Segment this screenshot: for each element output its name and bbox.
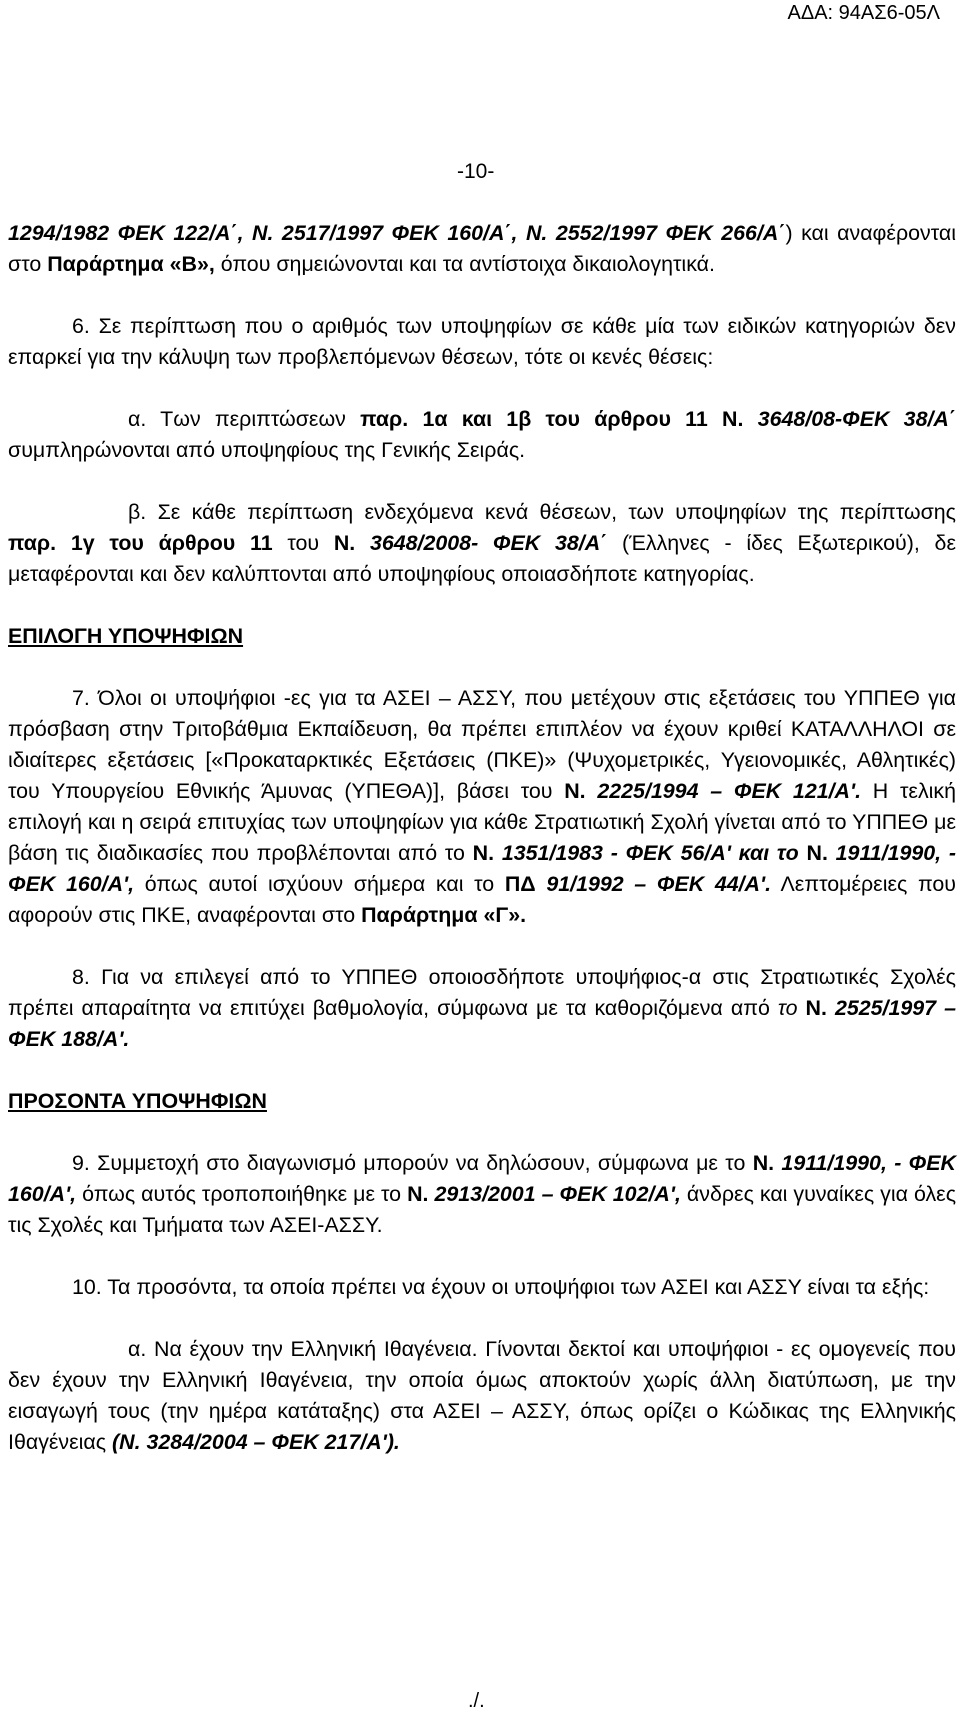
paragraph-8: [8, 962, 956, 1055]
text-segment: όπως αυτός τροποποιήθηκε με το: [76, 1182, 408, 1206]
paragraph-6: 6. Σε περίπτωση που ο αριθμός των υποψηφίων σε κάθε μία των ειδικών κατηγοριών δεν επαρκεί για την κάλυψη των προβλεπόμενων θέσεων, τότε οι κενές θέσεις:: [8, 314, 956, 369]
decree-prefix: ΠΔ: [504, 872, 536, 896]
law-prefix: Ν.: [805, 996, 827, 1020]
text-segment: όπως αυτοί ισχύουν σήμερα και το: [134, 872, 505, 896]
law-prefix: Ν.: [564, 779, 586, 803]
law-reference: 1294/1982 ΦΕΚ 122/Α΄, Ν. 2517/1997 ΦΕΚ 160/Α΄, Ν. 2552/1997 ΦΕΚ 266/Α΄: [8, 221, 786, 245]
text-segment: β. Σε κάθε περίπτωση ενδεχόμενα κενά θέσεων, των υποψηφίων της περίπτωσης: [128, 500, 956, 524]
law-prefix: Ν.: [407, 1182, 429, 1206]
law-reference: 3648/08-ΦΕΚ 38/Α΄: [743, 407, 956, 431]
text-segment: άνδρες και γυναίκες για όλες τις Σχολές και Τμήματα των ΑΣΕΙ-ΑΣΣΥ.: [8, 1182, 957, 1237]
section-heading-candidate-selection: ΕΠΙΛΟΓΗ ΥΠΟΨΗΦΙΩΝ: [8, 624, 244, 648]
paragraph-law-references: [8, 218, 956, 280]
text-segment: Λεπτομέρειες που αφορούν στις ΠΚΕ, αναφέρονται στο: [8, 872, 956, 927]
text-segment: συμπληρώνονται από υποψηφίους της Γενικής Σειράς.: [8, 438, 526, 462]
paragraph-6a: [8, 404, 956, 466]
text-segment: 8. Για να επιλεγεί από το ΥΠΠΕΘ οποιοσδήποτε υποψήφιος-α στις Στρατιωτικές Σχολές πρέπει απαραίτητα να επιτύχει βαθμολογία, σύμφωνα με τα καθοριζόμενα από: [8, 965, 956, 1020]
law-reference: 1911/1990, - ΦΕΚ 160/Α',: [8, 1151, 956, 1206]
paragraph-10: 10. Τα προσόντα, τα οποία πρέπει να έχουν οι υποψήφιοι των ΑΣΕΙ και ΑΣΣΥ είναι τα εξής:: [72, 1275, 930, 1299]
text-segment: (Έλληνες - ίδες Εξωτερικού), δε μεταφέρονται και δεν καλύπτονται από υποψηφίους οποιασδήποτε κατηγορίας.: [8, 531, 956, 586]
text-segment: α. Των περιπτώσεων: [128, 407, 361, 431]
paragraph-10a: [8, 1334, 956, 1458]
law-reference: 91/1992 – ΦΕΚ 44/Α'.: [535, 872, 772, 896]
law-prefix: Ν.: [472, 841, 495, 865]
page-number: -10-: [457, 160, 495, 183]
annex-reference: Παράρτημα «Β»,: [47, 252, 215, 276]
text-segment: του: [272, 531, 334, 555]
law-reference: (Ν. 3284/2004 – ΦΕΚ 217/Α').: [112, 1430, 400, 1454]
law-prefix: Ν.: [798, 841, 828, 865]
law-prefix: Ν.: [333, 531, 356, 555]
text-segment: όπου σημειώνονται και τα αντίστοιχα δικαιολογητικά.: [214, 252, 715, 276]
article-reference: παρ. 1α και 1β του άρθρου 11 Ν.: [360, 407, 744, 431]
law-prefix: Ν.: [752, 1151, 775, 1175]
law-reference: 2225/1994 – ΦΕΚ 121/Α'.: [585, 779, 862, 803]
document-ada-code: ΑΔΑ: 94ΑΣ6-05Λ: [787, 2, 940, 24]
law-reference: 2525/1997 – ΦΕΚ 188/Α'.: [8, 996, 956, 1051]
text-segment: ) και αναφέρονται στο: [8, 221, 956, 276]
text-segment: 9. Συμμετοχή στο διαγωνισμό μπορούν να δηλώσουν, σύμφωνα με το: [72, 1151, 753, 1175]
law-reference: 2913/2001 – ΦΕΚ 102/Α',: [428, 1182, 681, 1206]
law-reference: 1911/1990, - ΦΕΚ 160/Α',: [8, 841, 956, 896]
law-reference: 3648/2008- ΦΕΚ 38/Α΄: [355, 531, 608, 555]
page-end-marker: ./.: [468, 1690, 485, 1712]
paragraph-7: [8, 683, 956, 931]
paragraph-6b: [8, 497, 956, 590]
text-segment: 7. Όλοι οι υποψήφιοι -ες για τα ΑΣΕΙ – ΑΣΣΥ, που μετέχουν στις εξετάσεις του ΥΠΠΕΘ για πρόσβαση στην Τριτοβάθμια Εκπαίδευση, θα πρέπει επιπλέον να έχουν κριθεί ΚΑΤΑΛΛΗΛΟΙ σε ιδιαίτερες εξετάσεις [«Προκαταρκτικές Εξετάσεις (ΠΚΕ)» (Ψυχομετρικές, Υγειονομικές, Αθλητικές) του Υπουργείου Εθνικής Άμυνας (ΥΠΕΘΑ)], βάσει του: [8, 686, 956, 803]
law-reference: 1351/1983 - ΦΕΚ 56/Α' και το: [494, 841, 799, 865]
paragraph-9: [8, 1148, 956, 1241]
document-body: [8, 218, 956, 1458]
article-reference: παρ. 1γ του άρθρου 11: [8, 531, 273, 555]
text-segment: α. Να έχουν την Ελληνική Ιθαγένεια. Γίνονται δεκτοί και υποψήφιοι - ες ομογενείς που δεν έχουν την Ελληνική Ιθαγένεια, την οποία όμως αποκτούν χωρίς άλλη διατύπωση, με την εισαγωγή τους (την ημέρα κατάταξης) στα ΑΣΕΙ – ΑΣΣΥ, όπως ορίζει ο Κώδικας της Ελληνικής Ιθαγένειας: [8, 1337, 956, 1454]
section-heading-candidate-qualifications: ΠΡΟΣΟΝΤΑ ΥΠΟΨΗΦΙΩΝ: [8, 1089, 267, 1113]
annex-reference: Παράρτημα «Γ».: [361, 903, 527, 927]
text-segment: Η τελική επιλογή και η σειρά επιτυχίας των υποψηφίων για κάθε Στρατιωτική Σχολή γίνεται από το ΥΠΠΕΘ με βάση τις διαδικασίες που προβλέπονται από το: [8, 779, 957, 865]
text-segment: το: [777, 996, 806, 1020]
